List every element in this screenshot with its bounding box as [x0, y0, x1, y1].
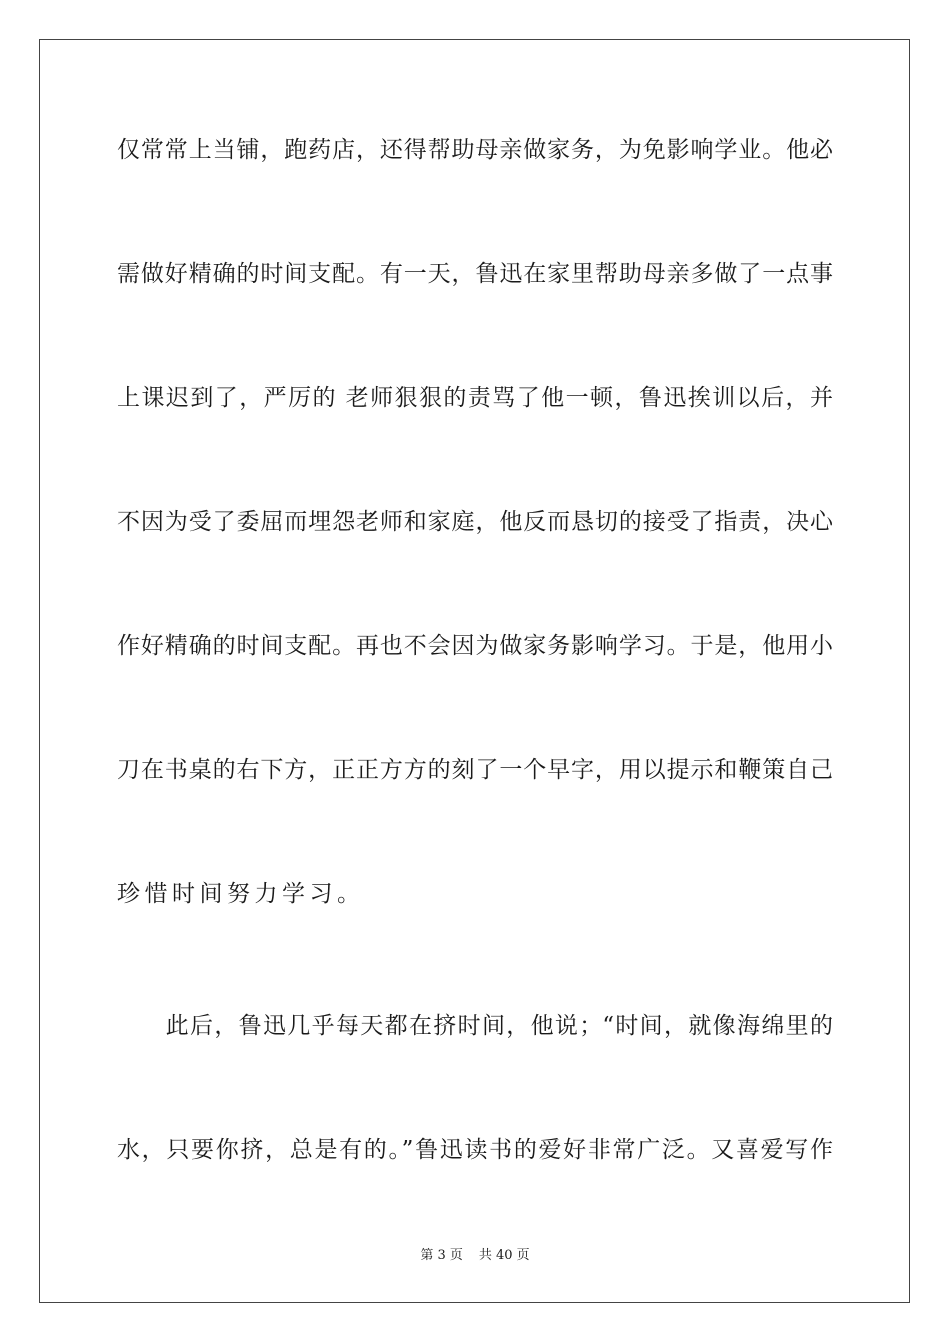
- page-border: [39, 39, 910, 1303]
- page-footer: [0, 1248, 950, 1264]
- text-line-6: 刀在书桌的右下方，正正方方的刻了一个早字，用以提示和鞭策自己: [117, 757, 833, 783]
- total-pages: 共 40 页: [478, 1248, 530, 1263]
- text-line-9: 水，只要你挤，总是有的。”鲁迅读书的爱好非常广泛。又喜爱写作: [117, 1137, 833, 1163]
- text-line-1: 仅常常上当铺，跑药店，还得帮助母亲做家务，为免影响学业。他必: [117, 137, 833, 163]
- text-line-3: 上课迟到了，严厉的 老师狠狠的责骂了他一顿，鲁迅挨训以后，并: [117, 385, 833, 411]
- text-line-4: 不因为受了委屈而埋怨老师和家庭，他反而恳切的接受了指责，决心: [117, 509, 833, 535]
- text-line-5: 作好精确的时间支配。再也不会因为做家务影响学习。于是，他用小: [117, 633, 833, 659]
- page-number: 第 3 页: [420, 1248, 463, 1263]
- text-line-7: 珍惜时间努力学习。: [117, 881, 365, 907]
- text-line-8: 此后，鲁迅几乎每天都在挤时间，他说；“时间，就像海绵里的: [117, 1013, 833, 1039]
- text-line-2: 需做好精确的时间支配。有一天，鲁迅在家里帮助母亲多做了一点事: [117, 261, 833, 287]
